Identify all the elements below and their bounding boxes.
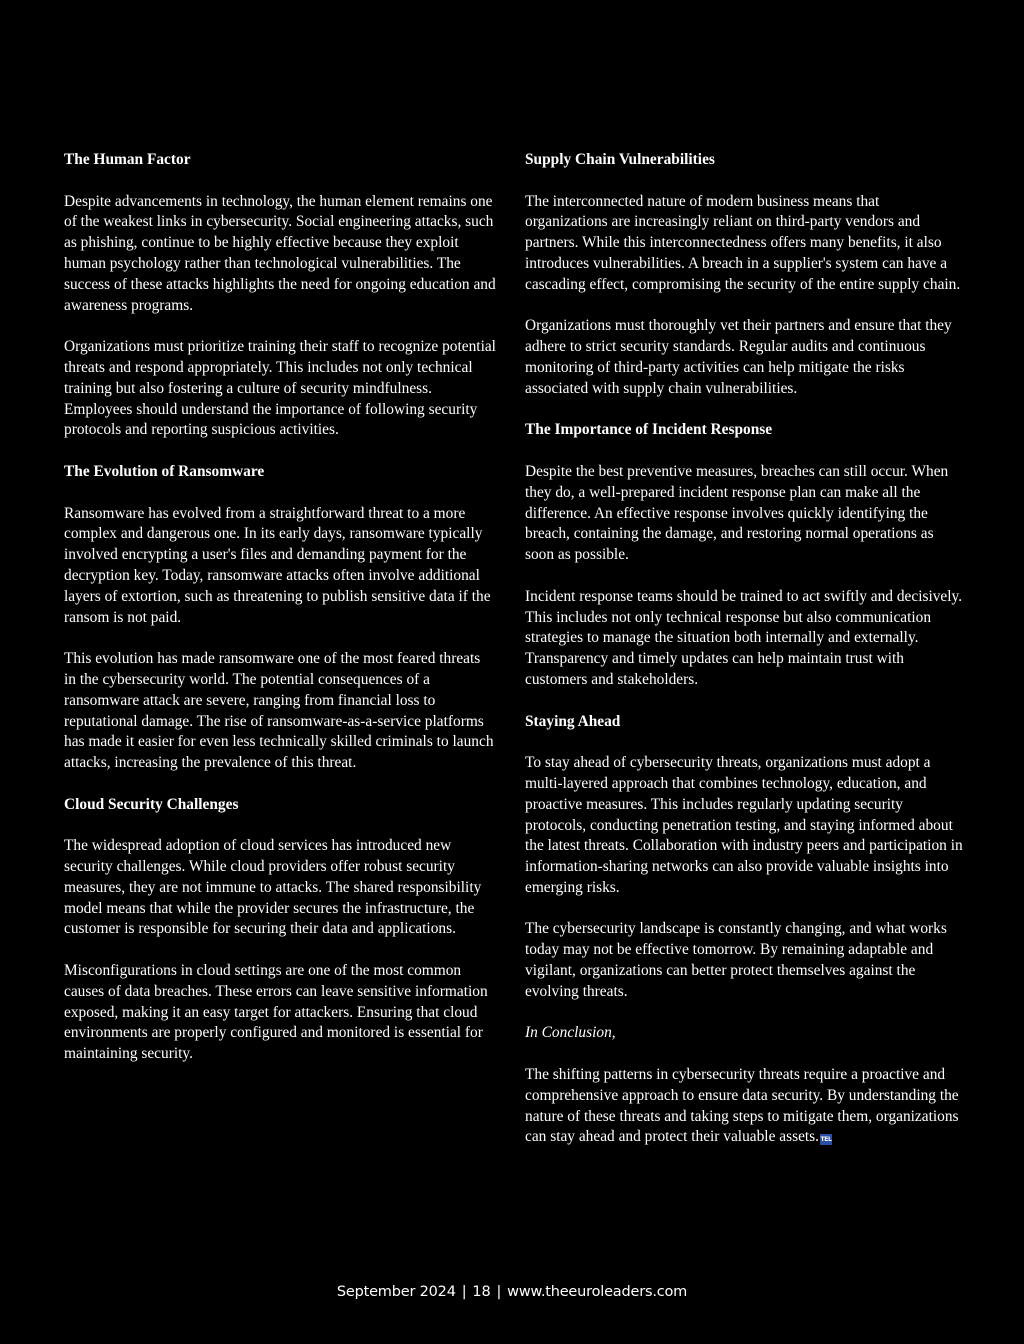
section-supply-chain <box>525 150 965 400</box>
section-heading: Supply Chain Vulnerabilities <box>525 151 715 168</box>
section-heading: Staying Ahead <box>525 712 621 730</box>
paragraph: Ransomware has evolved from a straightforward threat to a more complex and dangerous one. In its early days, ransomware typically involved encrypting a user's files and demanding payment for the decryption key. Today, ransomware attacks often involve additional layers of extortion, such as threatening to publish sensitive data if the ransom is not paid. <box>64 504 491 626</box>
footer-date: September 2024 <box>336 1284 456 1300</box>
section-heading: The Evolution of Ransomware <box>64 462 265 480</box>
paragraph: The widespread adoption of cloud services has introduced new security challenges. While cloud providers offer robust security measures, they are not immune to attacks. The shared responsibility model means that while the provider secures the infrastructure, the customer is responsible for securing their data and applications. <box>64 837 482 938</box>
paragraph: The interconnected nature of modern business means that organizations are increasingly reliant on third-party vendors and partners. While this interconnectedness offers many benefits, it also introduces vulnerabilities. A breach in a supplier's system can have a cascading effect, compromising the security of the entire supply chain. <box>525 192 961 293</box>
section-heading: Cloud Security Challenges <box>64 795 239 813</box>
right-column <box>525 150 965 1169</box>
paragraph: Despite advancements in technology, the human element remains one of the weakest links in cybersecurity. Social engineering attacks, such as phishing, continue to be highly effective because they exploit human psychology rather than technological vulnerabilities. The success of these attacks highlights the need for ongoing education and awareness programs. <box>64 192 496 314</box>
paragraph: Incident response teams should be trained to act swiftly and decisively. This includes not only technical response but also communication strategies to manage the situation both internally and externally. Transparency and timely updates can help maintain trust with customers and stakeholders. <box>525 587 963 688</box>
section-conclusion <box>525 1023 965 1148</box>
paragraph: Misconfigurations in cloud settings are one of the most common causes of data breaches. These errors can leave sensitive information exposed, making it an easy target for attackers. Ensuring that cloud environments are properly configured and monitored is essential for maintaining security. <box>64 962 488 1063</box>
paragraph: The cybersecurity landscape is constantly changing, and what works today may not be effective tomorrow. By remaining adaptable and vigilant, organizations can better protect themselves against the evolving threats. <box>525 920 947 1000</box>
section-heading: The Importance of Incident Response <box>525 421 773 439</box>
section-human-factor <box>64 150 496 441</box>
paragraph: Organizations must prioritize training their staff to recognize potential threats and respond appropriately. This includes not only technical training but also fostering a culture of security mindfulness. Employees should understand the importance of following security protocols and reporting suspicious activities. <box>64 338 496 439</box>
section-ransomware <box>64 462 496 774</box>
tel-end-mark-icon: TEL <box>820 1136 832 1144</box>
section-staying-ahead <box>525 712 965 1003</box>
paragraph: To stay ahead of cybersecurity threats, organizations must adopt a multi-layered approach that combines technology, education, and proactive measures. This includes regularly updating security protocols, conducting penetration testing, and staying informed about the latest threats. Collaboration with industry peers and participation in information-sharing networks can also provide valuable insights into emerging risks. <box>525 754 963 896</box>
footer-separator: | <box>461 1284 467 1300</box>
paragraph: Organizations must thoroughly vet their partners and ensure that they adhere to strict security standards. Regular audits and continuous monitoring of third-party activities can help mitigate the risks associated with supply chain vulnerabilities. <box>525 317 952 397</box>
section-incident-response <box>525 420 965 690</box>
section-cloud-security <box>64 795 496 1065</box>
footer-separator: | <box>496 1284 502 1300</box>
conclusion-heading: In Conclusion, <box>525 1024 616 1042</box>
footer-page-number: 18 <box>472 1284 491 1300</box>
page-footer <box>0 1282 1024 1302</box>
footer-url: www.theeuroleaders.com <box>507 1284 688 1300</box>
paragraph-with-end-mark <box>525 1065 965 1148</box>
section-heading: The Human Factor <box>64 151 191 168</box>
left-column <box>64 150 496 1086</box>
paragraph: This evolution has made ransomware one of the most feared threats in the cybersecurity world. The potential consequences of a ransomware attack are severe, ranging from financial loss to reputational damage. The rise of ransomware-as-a-service platforms has made it easier for even less technically skilled criminals to launch attacks, increasing the prevalence of this threat. <box>64 650 494 772</box>
paragraph: Despite the best preventive measures, breaches can still occur. When they do, a well-prepared incident response plan can make all the difference. An effective response involves quickly identifying the breach, containing the damage, and restoring normal operations as soon as possible. <box>525 462 949 564</box>
paragraph-text: The shifting patterns in cybersecurity threats require a proactive and comprehensive approach to ensure data security. By understanding the nature of these threats and taking steps to mitigate them, organizations can stay ahead and protect their valuable assets. <box>525 1066 959 1146</box>
